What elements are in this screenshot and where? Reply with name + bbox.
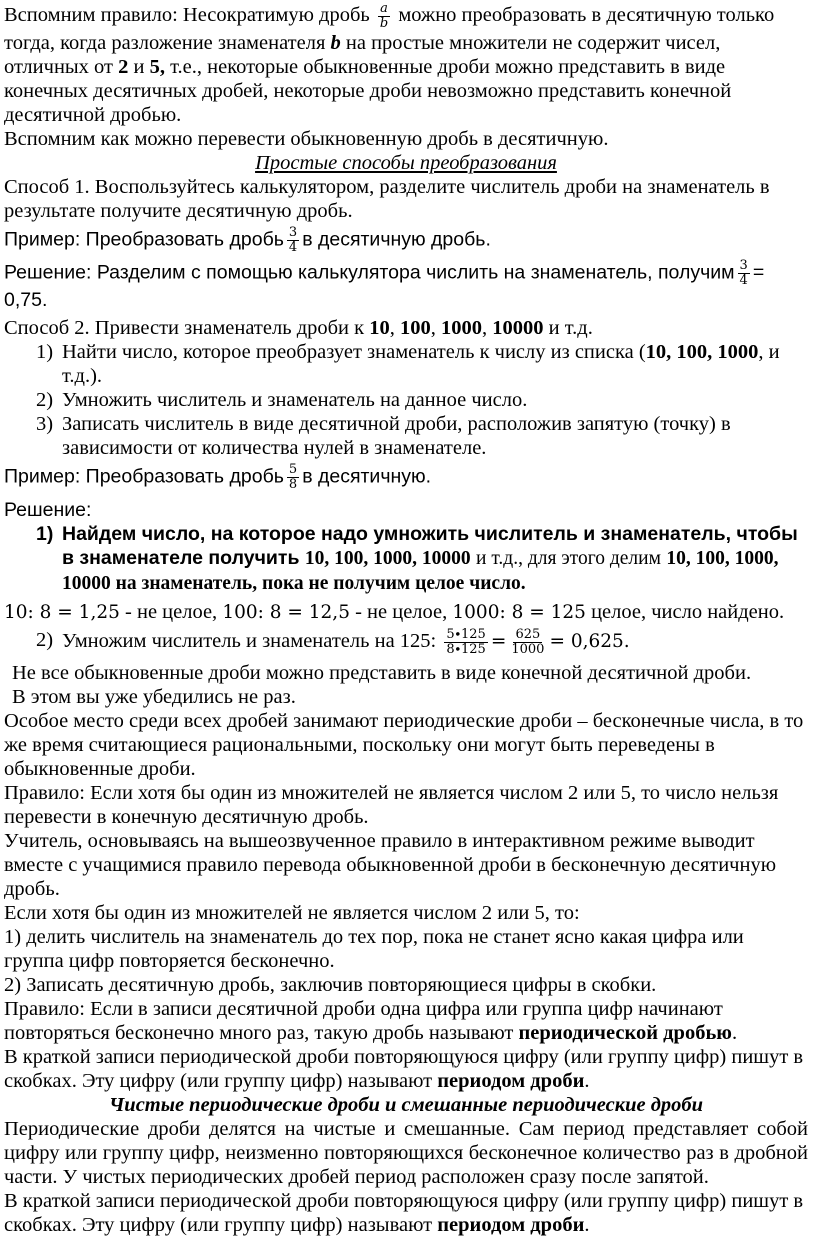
fraction-3-4: [738, 259, 750, 288]
text: в десятичную дробь.: [302, 228, 491, 251]
term: периодом дроби: [437, 1214, 585, 1236]
text: .: [584, 1070, 590, 1092]
method-2: [4, 316, 808, 340]
fraction-3-4: [287, 226, 299, 255]
fraction-numerator: 3: [739, 258, 748, 273]
if-line: Если хотя бы один из множителей не является числом 2 или 5, то:: [4, 902, 580, 924]
fraction-625-1000: [509, 628, 546, 657]
list-text: [62, 522, 808, 596]
text: на простые множители не содержит чисел, отличных от: [4, 32, 721, 78]
short-notation-1: [4, 1045, 808, 1093]
math-expression: 10: 8 = 1,25: [4, 602, 120, 623]
term: периодом дроби: [437, 1070, 585, 1092]
variable-b: b: [330, 32, 341, 54]
list-number: 2): [36, 629, 54, 651]
text: Умножим числитель и знаменатель на 125:: [62, 630, 437, 653]
text: - не целое,: [349, 601, 453, 623]
text: .: [584, 1214, 590, 1236]
text: в десятичную.: [302, 465, 432, 488]
math-expression: = 0,625.: [549, 631, 630, 653]
text: Вспомним правило: Несократимую дробь: [4, 4, 370, 27]
fraction-denominator: b: [379, 16, 389, 31]
text: Найдем число, на которое надо умножить числитель и знаменатель, чтобы в знаменателе получить: [62, 523, 798, 569]
list-text: Записать числитель в виде десятичной дроби, расположив запятую (точку) в зависимости от количества нулей в знаменателе.: [62, 413, 731, 459]
method-1: Способ 1. Воспользуйтесь калькулятором, разделите числитель дроби на знаменатель в результате получите десятичную дробь.: [4, 176, 770, 222]
number-five: 5,: [149, 56, 165, 78]
if-step-1: 1) делить числитель на знаменатель до тех пор, пока не станет ясно какая цифра или группа цифр повторяется бесконечно.: [4, 926, 744, 972]
note-line-1: Не все обыкновенные дроби можно представить в виде конечной десятичной дроби.: [12, 662, 752, 684]
fraction-denominator: 8: [288, 477, 298, 492]
text: В краткой записи периодической дроби повторяющуюся цифру (или группу цифр) пишут в скобках. Эту цифру (или группу цифр) называют: [4, 1046, 804, 1092]
text: и: [133, 56, 145, 78]
number: 10: [369, 317, 390, 339]
list-text: Умножить числитель и знаменатель на данное число.: [62, 389, 528, 411]
math-expression: 1000: 8 = 125: [452, 602, 586, 623]
text: и т.д.: [548, 317, 593, 339]
fraction-numerator: 5: [288, 462, 298, 477]
text: = 0,75.: [4, 261, 765, 311]
fraction-5x125-8x125: [444, 628, 487, 657]
short-notation-2: [4, 1189, 808, 1237]
text: В краткой записи периодической дроби повторяющуюся цифру (или группу цифр) пишут в скобках. Эту цифру (или группу цифр) называют: [4, 1190, 804, 1236]
fraction-denominator: 1000: [511, 642, 545, 657]
fraction-numerator: a: [380, 1, 388, 16]
number: 10000: [492, 317, 544, 339]
term: периодической дробью: [518, 1022, 732, 1044]
text: Найти число, которое преобразует знаменатель к числу из списка (: [62, 341, 646, 363]
text: Решение: Разделим с помощью калькулятора числить на знаменатель, получим: [4, 261, 735, 284]
list-text: [62, 340, 808, 388]
example-2: [4, 463, 808, 492]
text: Пример: Преобразовать дробь: [4, 465, 284, 488]
special-paragraph: Особое место среди всех дробей занимают периодические дроби – бесконечные числа, в то же время считающиеся рациональными, поскольку они могут быть переведены в обыкновенные дроби.: [4, 710, 804, 780]
list-number: 3): [36, 413, 54, 435]
equals-sign: =: [490, 631, 507, 653]
solution-1: [4, 259, 808, 312]
bold-numbers: 10, 100, 1000, 10000: [304, 548, 471, 569]
note-line-2: В этом вы уже убедились не раз.: [12, 686, 296, 708]
fraction-numerator: 5∙125: [446, 627, 486, 642]
pure-periodic-paragraph: Периодические дроби делятся на чистые и смешанные. Сам период представляет собой цифру или группу цифр, неизменно повторяющихся бесконечное количество раз в дробной части. У чистых периодических дробей период расположен сразу после запятой.: [4, 1118, 808, 1188]
example-1: [4, 226, 808, 255]
section-heading-simple-methods: [4, 151, 808, 175]
fraction-denominator: 4: [288, 240, 298, 255]
list-number: 1): [36, 523, 54, 545]
recall-line: Вспомним как можно перевести обыкновенную дробь в десятичную.: [4, 128, 609, 150]
text: - не целое,: [119, 601, 223, 623]
fraction-denominator: 8∙125: [446, 642, 486, 657]
number-two: 2: [118, 56, 129, 78]
number: 1000: [441, 317, 482, 339]
fraction-5-8: [287, 463, 299, 492]
teacher-paragraph: Учитель, основываясь на вышеозвученное правило в интерактивном режиме выводит вместе с учащимися правило перевода обыкновенной дроби в бесконечную десятичную дробь.: [4, 830, 777, 900]
text: Пример: Преобразовать дробь: [4, 228, 284, 251]
solution-step-1: [4, 522, 808, 596]
rule-1: Правило: Если хотя бы один из множителей не является числом 2 или 5, то число нельзя перевести в конечную десятичную дробь.: [4, 782, 779, 828]
section-heading-periodic: [4, 1093, 808, 1117]
text: , и т.д.).: [62, 341, 780, 387]
text: Способ 2. Привести знаменатель дроби к: [4, 317, 365, 339]
fraction-numerator: 3: [288, 225, 298, 240]
heading-text: Чистые периодические дроби и смешанные периодические дроби: [108, 1094, 704, 1116]
bold-numbers: 10, 100, 1000, 10000 на знаменатель, пока не получим целое число.: [62, 548, 779, 594]
separator: ,: [430, 317, 436, 339]
list-text: [62, 628, 808, 657]
text: т.е., некоторые обыкновенные дроби можно представить в виде конечных десятичных дробей, некоторые дроби невозможно представить конечной десятичной дробью.: [4, 56, 732, 126]
text: .: [731, 1022, 738, 1044]
list-item: [4, 388, 808, 412]
bold-numbers: 10, 100, 1000: [645, 341, 759, 363]
intro-paragraph: [4, 2, 808, 127]
fraction-numerator: 625: [515, 627, 541, 642]
rule-2: [4, 997, 808, 1045]
calculation-line: [4, 600, 808, 625]
fraction-denominator: 4: [739, 273, 748, 288]
solution-2-label: Решение:: [4, 499, 92, 521]
text: и т.д., для этого делим: [476, 548, 661, 569]
math-expression: 100: 8 = 12,5: [222, 602, 350, 623]
separator: ,: [482, 317, 488, 339]
separator: ,: [389, 317, 395, 339]
text: Правило: Если в записи десятичной дроби одна цифра или группа цифр начинают повторяться бесконечно много раз, такую дробь называют: [4, 998, 723, 1044]
number: 100: [400, 317, 431, 339]
list-item: [4, 340, 808, 388]
fraction-a-b: [378, 2, 390, 31]
list-item: [4, 412, 808, 460]
text: целое, число найдено.: [585, 601, 785, 623]
list-number: 1): [36, 341, 54, 363]
if-step-2: 2) Записать десятичную дробь, заключив повторяющиеся цифры в скобки.: [4, 974, 657, 996]
text: можно преобразовать в десятичную только тогда, когда разложение знаменателя: [4, 4, 775, 54]
heading-text: Простые способы преобразования: [255, 152, 557, 174]
solution-step-2: [4, 628, 808, 657]
list-number: 2): [36, 389, 54, 411]
